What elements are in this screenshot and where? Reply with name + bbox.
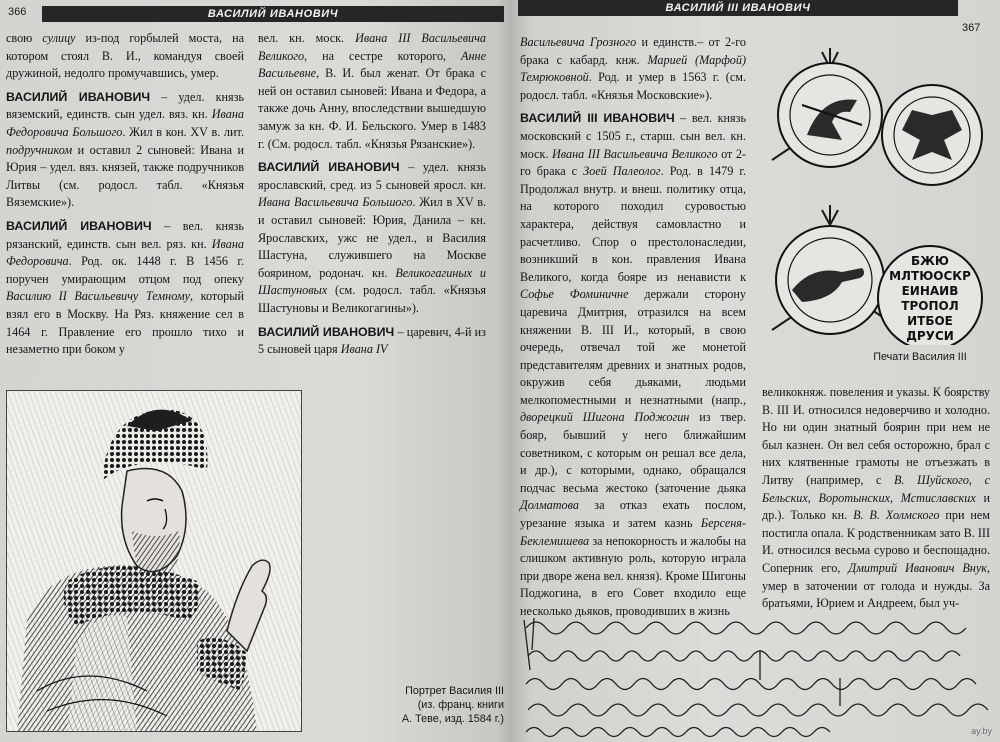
svg-text:МЛТЮОСКР: МЛТЮОСКР [889, 269, 971, 283]
portrait-caption: Портрет Василия III (из. франц. книги А. Теве, изд. 1584 г.) [401, 685, 504, 725]
running-head-right: ВАСИЛИЙ III ИВАНОВИЧ [518, 0, 958, 16]
seals-illustration [762, 40, 988, 345]
right-column-1 [520, 34, 746, 621]
entry-vyazemsky: ВАСИЛИЙ ИВАНОВИЧ – удел. князь вяземский, единств. сын удел. вяз. кн. Ивана Федоровича Большого. Жил в кон. XV в. лит. подручником и оставил 2 сыновей: Ивана и Юрия – удел. вяз. князей, также подручников Литвы (см. родосл. табл. «Князья Вяземские»). [6, 89, 244, 210]
seals-caption: Печати Василия III [873, 351, 967, 363]
left-column-2 [258, 30, 486, 359]
portrait-illustration [7, 391, 302, 732]
svg-text:ЕИНАИВ: ЕИНАИВ [901, 284, 959, 298]
left-column-1 [6, 30, 244, 359]
headword: ВАСИЛИЙ III ИВАНОВИЧ [520, 111, 675, 126]
manuscript-drawing [520, 610, 994, 740]
right-column-2 [762, 384, 990, 613]
entry-ryazansky: ВАСИЛИЙ ИВАНОВИЧ – вел. князь рязанский, единств. сын вел. ряз. кн. Ивана Федоровича. Род. ок. 1448 г. В 1456 г. поручен умирающим отцом под опеку Василию II Васильевичу Темному, который взял его в Москву. На Ряз. княжение сел в 1464 г. Правление его прошло тихо и незаметно при боком у [6, 218, 244, 357]
entry-vasily-iii: ВАСИЛИЙ III ИВАНОВИЧ – вел. князь московский с 1505 г., старш. сын вел. кн. моск. Ивана III Васильевича Великого от 2-го брака с Зоей Палеолог. Род. в 1479 г. Продолжал внутр. и внеш. политику отца, на которого походил суровостью характера, действуя самовластно и расчетливо. Спор о престолонаследии, возникший в кон. правления Ивана Великого, когда бояре из ненависти к Софье Фоминичне держали сторону царевича Дмитрия, отразился на всем княжении В. III И., который, в свою очередь, отвечал той же монетой представителям древних и знатных родов, окружив себя дьяками, людьми мелкопоместными и незнатными (напр., дворецкий Шигона Поджогин из твер. бояр, бывший у него ближайшим советником, с которым он решал все дела, и др.), с которыми, однако, обращался подчас весьма жестоко (заточение дьяка Долматова за отказ ехать послом, урезание языка и затем казнь Берсеня-Беклемишева за непокорность и жалобы на слишком активную роль, которую играла при дворе жена вел. князя). Кроме Шигоны Поджогина, в его Совет входило еще несколько дьяков, проводивших в жизнь [520, 111, 746, 618]
entry-tsarevich: ВАСИЛИЙ ИВАНОВИЧ – царевич, 4-й из 5 сыновей царя Ивана IV [258, 324, 486, 357]
portrait-engraving [6, 390, 302, 732]
headword: ВАСИЛИЙ ИВАНОВИЧ [6, 218, 152, 233]
paragraph: свою сулицу из-под горбылей моста, на котором стоял В. И., командуя своей дружиной, недолго промучавшись, умер. [6, 31, 245, 81]
headword: ВАСИЛИЙ ИВАНОВИЧ [258, 160, 400, 175]
svg-text:БЖЮ: БЖЮ [911, 254, 949, 268]
running-head-left: ВАСИЛИЙ ИВАНОВИЧ [42, 6, 504, 22]
svg-text:ТРОПОЛ: ТРОПОЛ [901, 299, 959, 313]
svg-text:ДРУСИ: ДРУСИ [906, 329, 954, 343]
paragraph: Васильевича Грозного и единств.– от 2-го брака с кабард. кнж. Марией (Марфой) Темрюковной. Род. и умер в 1563 г. (см. родосл. табл. «Князья Московские»). [520, 35, 746, 102]
page-number-left: 366 [8, 6, 27, 18]
watermark: ay.by [971, 726, 992, 736]
paragraph: великокняж. повеления и указы. К боярству В. III И. относился недоверчиво и холодно. Но ни один знатный боярин при нем не был казнен. Он вел себя осторожно, брал с них клятвенные грамоты не отъезжать в Литву (например, с В. Шуйского, с Бельских, Воротынских, Мстиславских и др.). Только кн. В. В. Холмского при нем постигла опала. К родственникам зато В. III И. относился весьма сурово и беспощадно. Соперник его, Дмитрий Иванович Внук, умер в заточении от голода и нужды. За братьями, Юрием и Андреем, был уч- [762, 385, 990, 611]
headword: ВАСИЛИЙ ИВАНОВИЧ [258, 324, 395, 339]
manuscript-fragment [520, 610, 994, 740]
svg-text:ИТБОЕ: ИТБОЕ [907, 314, 953, 328]
page-number-right: 367 [962, 22, 981, 34]
headword: ВАСИЛИЙ ИВАНОВИЧ [6, 89, 151, 104]
seals-drawing [762, 40, 988, 345]
entry-yaroslavsky: ВАСИЛИЙ ИВАНОВИЧ – удел. князь ярославский, сред. из 5 сыновей яросл. кн. Ивана Васильевича Большого. Жил в XV в. и оставил сыновей: Юрия, Данила – кн. Ярославских, ужс не удел., и Василия Шастуна, служившего на Москве боярином, родонач. кн. Великогагиных и Шастуновых (см. родосл. табл. «Князья Шастуновы и Великогагины»). [258, 160, 487, 315]
paragraph: вел. кн. моск. Ивана III Васильевича Великого, на сестре которого, Анне Васильевне, В. И. был женат. От брака с ней он оставил сыновей: Ивана и Федора, а также дочь Анну, впоследствии вышедшую замуж за кн. Ф. И. Бельского. Умер в 1483 г. (См. родосл. табл. «Князья Рязанские»). [258, 31, 486, 151]
